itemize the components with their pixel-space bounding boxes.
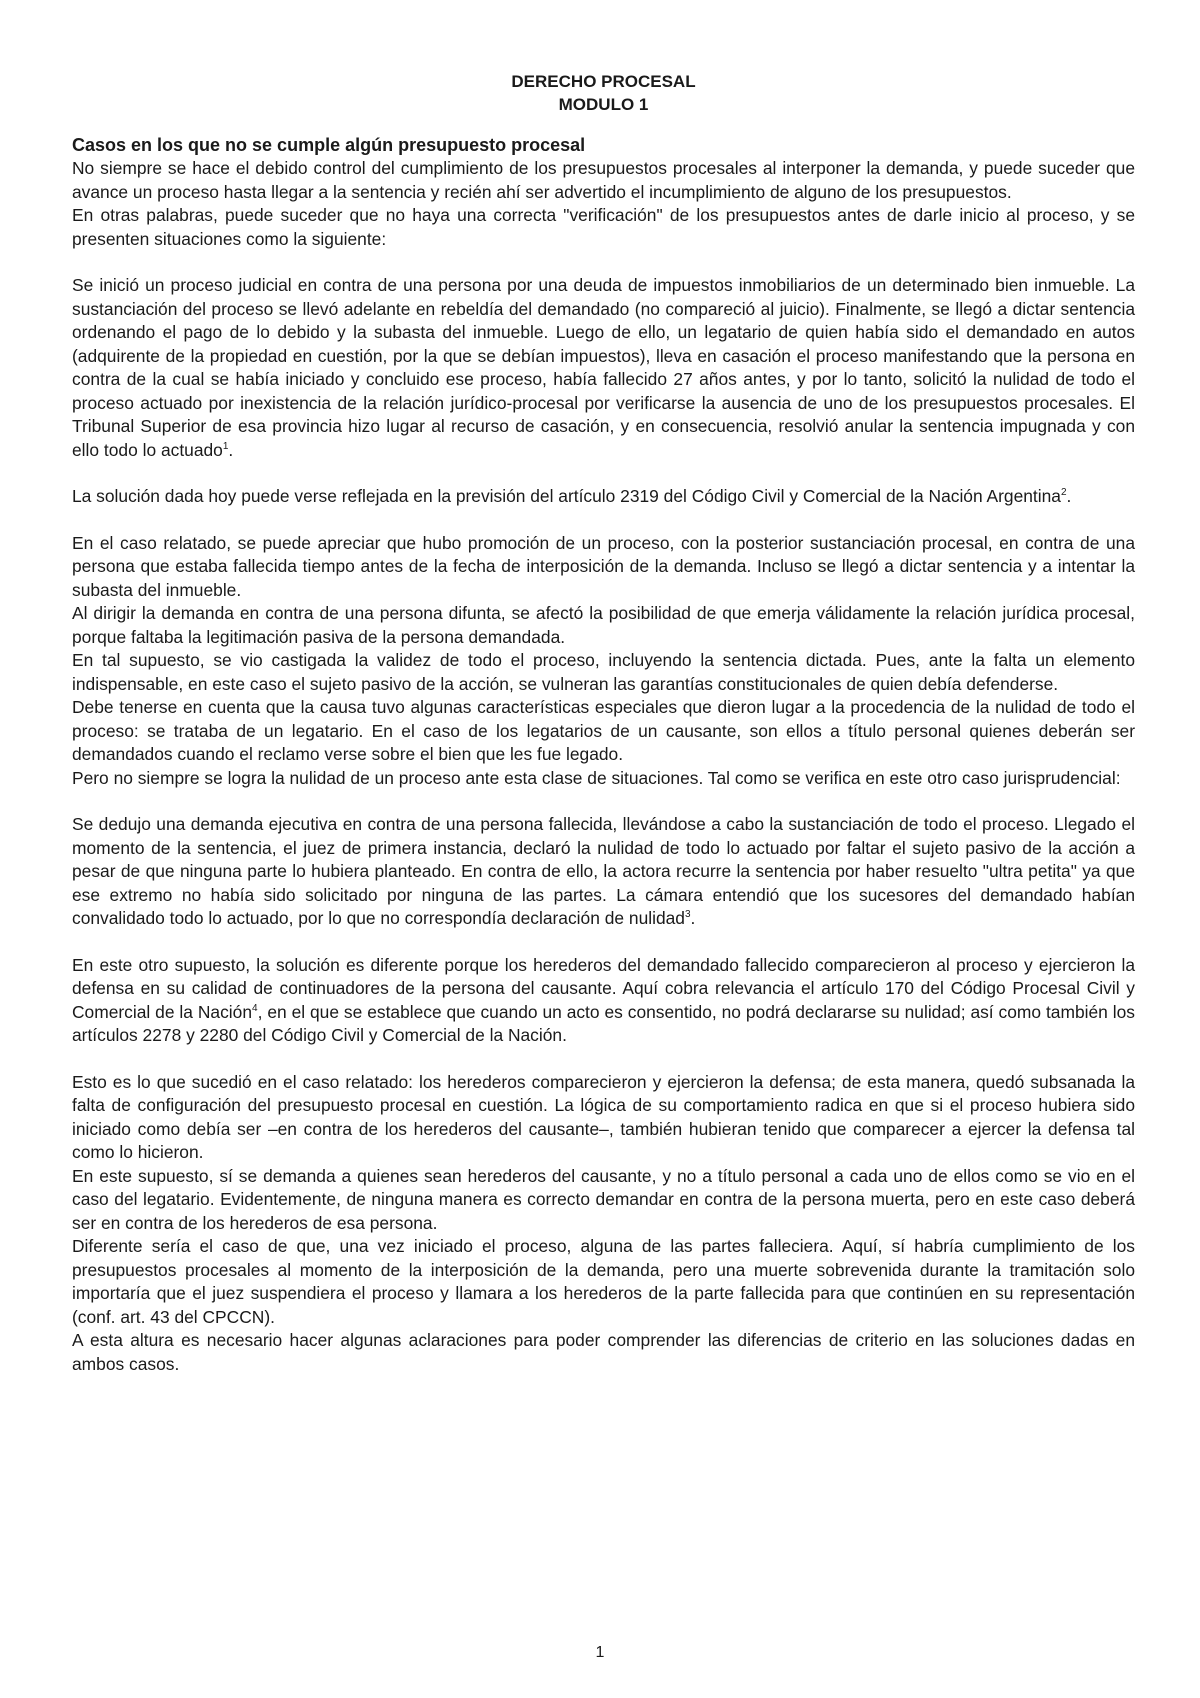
page-number: 1 <box>595 1644 605 1661</box>
paragraph: En el caso relatado, se puede apreciar que hubo promoción de un proceso, con la posterior sustanciación procesal, en contra de una persona que estaba fallecida tiempo antes de la fecha de interposición de la demanda. Incluso se llegó a dictar sentencia y a intentar la subasta del inmueble. <box>72 532 1135 600</box>
footnote-ref: 3 <box>684 909 691 921</box>
paragraph: En tal supuesto, se vio castigada la validez de todo el proceso, incluyendo la sentencia dictada. Pues, ante la falta un elemento indispensable, en este caso el sujeto pasivo de la acción, se vulneran las garantías constitucionales de quien debía defenderse. <box>72 650 1135 694</box>
paragraph: Al dirigir la demanda en contra de una persona difunta, se afectó la posibilidad de que emerja válidamente la relación jurídica procesal, porque faltaba la legitimación pasiva de la persona demandada. <box>72 603 1135 647</box>
document-title: DERECHO PROCESAL <box>511 72 696 91</box>
paragraph: Pero no siempre se logra la nulidad de un proceso ante esta clase de situaciones. Tal como se verifica en este otro caso jurisprudencial: <box>72 767 1121 788</box>
paragraph: No siempre se hace el debido control del cumplimiento de los presupuestos procesales al interponer la demanda, y puede suceder que avance un proceso hasta llegar a la sentencia y recién ahí ser advertido el incumplimiento de alguno de los presupuestos. <box>72 158 1135 202</box>
document-subtitle: MODULO 1 <box>558 95 649 114</box>
paragraph: En otras palabras, puede suceder que no haya una correcta "verificación" de los presupuestos antes de darle inicio al proceso, y se presenten situaciones como la siguiente: <box>72 205 1135 249</box>
paragraph: Diferente sería el caso de que, una vez iniciado el proceso, alguna de las partes falleciera. Aquí, sí habría cumplimiento de los presupuestos procesales al momento de la interposición de la demanda, pero una muerte sobrevenida durante la tramitación solo importaría que el juez suspendiera el proceso y llamara a los herederos de la parte fallecida para que continúen en su representación (conf. art. 43 del CPCCN). <box>72 1236 1135 1327</box>
paragraph: En este otro supuesto, la solución es diferente porque los herederos del demandado fallecido comparecieron al proceso y ejercieron la defensa en su calidad de continuadores de la persona del causante. Aquí cobra relevancia el artículo 170 del Código Procesal Civil y Comercial de la Nación$^4$, en el que se establece que cuando un acto es consentido, no podrá declararse su nulidad; así como también los artículos 2278 y 2280 del Código Civil y Comercial de la Nación. <box>72 954 1135 1045</box>
section-heading: Casos en los que no se cumple algún presupuesto procesal <box>72 135 586 155</box>
paragraph: En este supuesto, sí se demanda a quienes sean herederos del causante, y no a título personal a cada uno de ellos como se vio en el caso del legatario. Evidentemente, de ninguna manera es correcto demandar en contra de la persona muerta, pero en este caso deberá ser en contra de los herederos de esa persona. <box>72 1165 1135 1233</box>
paragraph: La solución dada hoy puede verse reflejada en la previsión del artículo 2319 del Código Civil y Comercial de la Nación Argentina$^2$. <box>72 486 1072 506</box>
document-page <box>72 70 1135 1376</box>
paragraph: Debe tenerse en cuenta que la causa tuvo algunas características especiales que dieron lugar a la procedencia de la nulidad de todo el proceso: se trataba de un legatario. En el caso de los legatarios de un causante, son ellos a título personal quienes deberán ser demandados cuando el reclamo verse sobre el bien que les fue legado. <box>72 697 1135 764</box>
paragraph: Se dedujo una demanda ejecutiva en contra de una persona fallecida, llevándose a cabo la sustanciación de todo el proceso. Llegado el momento de la sentencia, el juez de primera instancia, declaró la nulidad de todo lo actuado por faltar el sujeto pasivo de la acción a pesar de que ninguna parte lo hubiera planteado. En contra de ello, la actora recurre la sentencia por haber resuelto "ultra petita" ya que ese extremo no había sido solicitado por ninguna de las partes. La cámara entendió que los sucesores del demandado habían convalidado todo lo actuado, por lo que no correspondía declaración de nulidad$^3$. <box>72 814 1135 928</box>
footnote-ref: 1 <box>222 440 229 452</box>
paragraph: Esto es lo que sucedió en el caso relatado: los herederos comparecieron y ejercieron la defensa; de esta manera, quedó subsanada la falta de configuración del presupuesto procesal en cuestión. La lógica de su comportamiento radica en que si el proceso hubiera sido iniciado como debía ser –en contra de los herederos del causante–, también hubieran tenido que comparecer a ejercer la defensa tal como lo hicieron. <box>72 1071 1135 1162</box>
footnote-ref: 2 <box>1060 487 1067 499</box>
paragraph: A esta altura es necesario hacer algunas aclaraciones para poder comprender las diferencias de criterio en las soluciones dadas en ambos casos. <box>72 1330 1135 1374</box>
paragraph: Se inició un proceso judicial en contra de una persona por una deuda de impuestos inmobiliarios de un determinado bien inmueble. La sustanciación del proceso se llevó adelante en rebeldía del demandado (no compareció al juicio). Finalmente, se llegó a dictar sentencia ordenando el pago de lo debido y la subasta del inmueble. Luego de ello, un legatario de quien había sido el demandado en autos (adquirente de la propiedad en cuestión, por la que se debían impuestos), lleva en casación el proceso manifestando que la persona en contra de la cual se había iniciado y concluido ese proceso, había fallecido 27 años antes, y por lo tanto, solicitó la nulidad de todo el proceso actuado por inexistencia de la relación jurídico-procesal por verificarse la ausencia de uno de los presupuestos procesales. El Tribunal Superior de esa provincia hizo lugar al recurso de casación, y en consecuencia, resolvió anular la sentencia impugnada y con ello todo lo actuado$^1$. <box>72 275 1135 460</box>
footnote-ref: 4 <box>252 1002 258 1014</box>
